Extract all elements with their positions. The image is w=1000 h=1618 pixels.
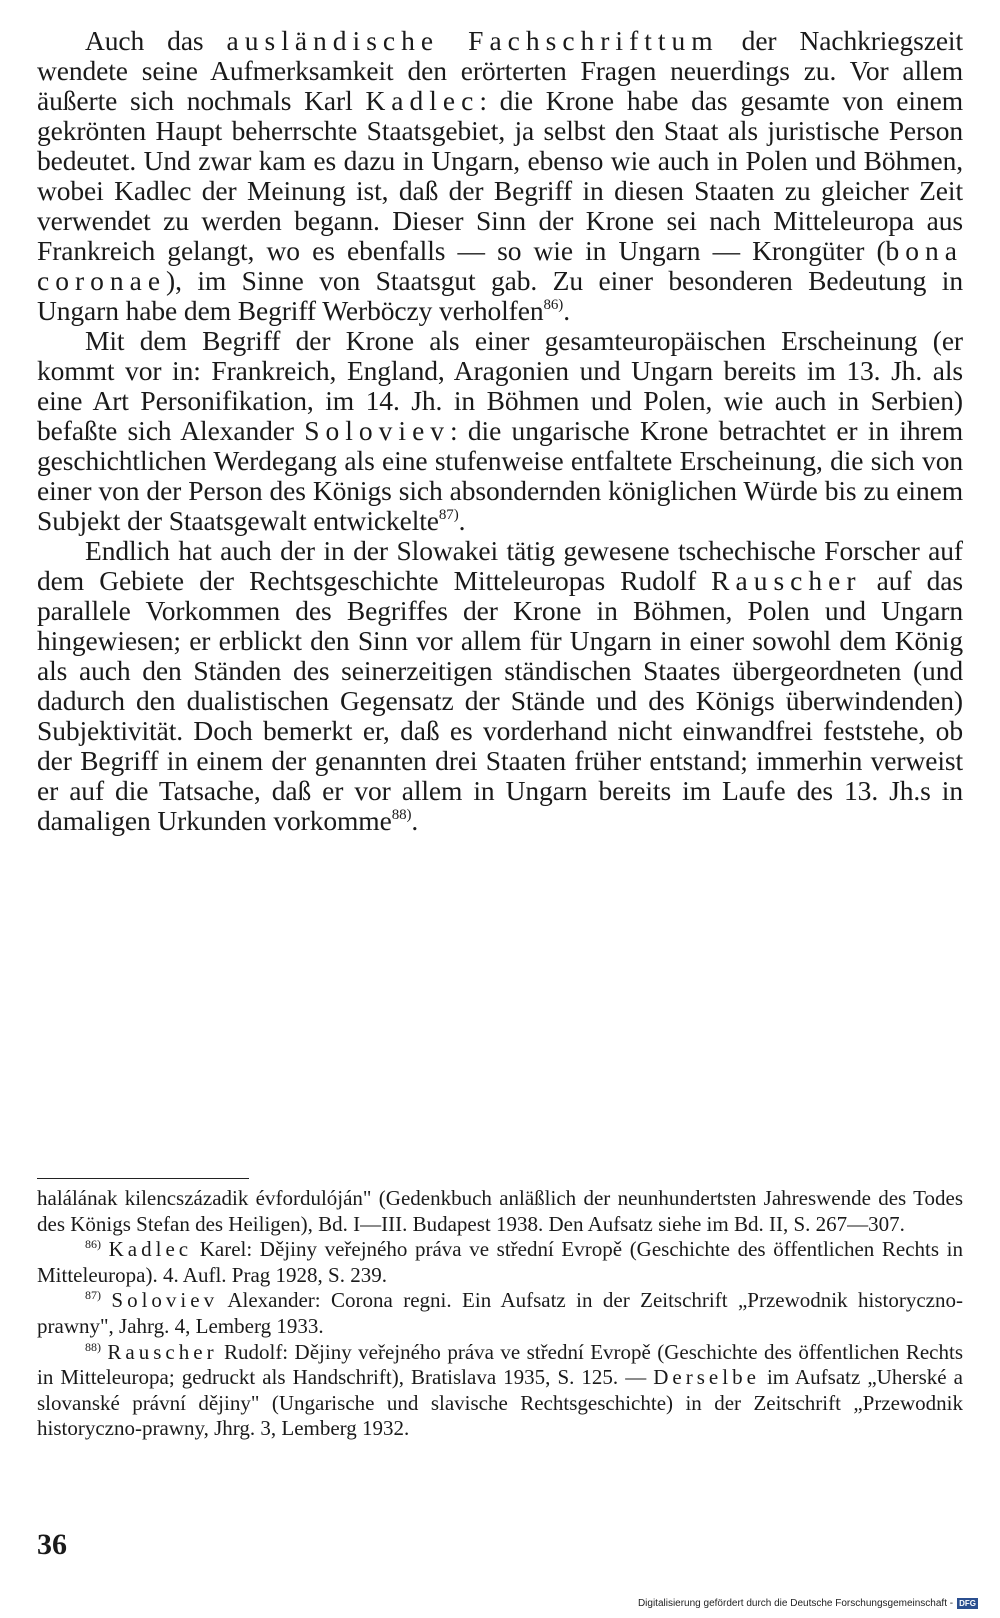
text-run: im Aufsatz „Uherské a slovanské právní dějiny" (Ungarische und slavische Rechtsgeschichte) in der Zeitschrift „Przewodnik historyczno-prawny, Jhrg. 3, Lemberg 1932. bbox=[37, 1365, 963, 1441]
footnote-88 bbox=[37, 1340, 963, 1442]
text-run: . bbox=[458, 505, 466, 536]
credit-text: Digitalisierung gefördert durch die Deutsche Forschungsgemeinschaft - bbox=[637, 1598, 954, 1609]
footnotes bbox=[37, 1186, 963, 1442]
footnote-ref-87[interactable]: 87) bbox=[438, 507, 459, 523]
footnote-number: 86) bbox=[85, 1237, 101, 1252]
main-text bbox=[37, 26, 963, 836]
footnote-continuation: halálának kilencszázadik évfordulóján" (Gedenkbuch anläßlich der neunhundertsten Jahreswende des Todes des Königs Stefan des Heiligen), Bd. I—III. Budapest 1938. Den Aufsatz siehe im Bd. II, S. 267—307. bbox=[37, 1186, 963, 1236]
text-run: Alexander: Corona regni. Ein Aufsatz in der Zeitschrift „Przewodnik historyczno-prawny", Jahrg. 4, Lemberg 1933. bbox=[37, 1288, 963, 1338]
paragraph-3 bbox=[37, 536, 963, 836]
spaced-emphasis: bona coronae bbox=[37, 235, 963, 296]
text-run: . bbox=[563, 295, 570, 326]
dfg-logo: DFG bbox=[959, 1599, 976, 1608]
paragraph-2 bbox=[37, 326, 963, 536]
text-run: : die Krone habe das gesamte von einem gekrönten Haupt beherrschte Staatsgebiet, ja selbst den Staat als juristische Person bedeutet. Und zwar kam es dazu in Ungarn, ebenso wie auch in Polen und Böhmen, wobei Kadlec der Meinung ist, daß der Begriff in diesen Staaten zu gleicher Zeit verwendet zu werden begann. Dieser Sinn der Krone sei nach Mitteleuropa aus Frankreich gelangt, wo es ebenfalls — so wie in Ungarn — Krongüter ( bbox=[37, 85, 963, 266]
footnote-number: 87) bbox=[85, 1288, 101, 1303]
footnote-ref-86[interactable]: 86) bbox=[543, 297, 564, 313]
footnote-87 bbox=[37, 1288, 963, 1339]
text-run: Karel: Dějiny veřejného práva ve střední Evropě (Geschichte des öffentlichen Rechts in Mitteleuropa). 4. Aufl. Prag 1928, S. 239. bbox=[37, 1237, 963, 1287]
footnote-ref-88[interactable]: 88) bbox=[391, 807, 412, 823]
text-run: Rudolf: Dějiny veřejného práva ve střední Evropě (Geschichte des öffentlichen Rechts in Mitteleuropa; gedruckt als Handschrift), Bratislava 1935, S. 125. — bbox=[37, 1339, 964, 1390]
paragraph-1 bbox=[37, 26, 963, 326]
spaced-emphasis: Derselbe bbox=[653, 1365, 760, 1390]
spaced-emphasis: Soloviev bbox=[304, 415, 451, 446]
text-run: ), im Sinne von Staatsgut gab. Zu einer besonderen Bedeutung in Ungarn habe dem Begriff Werböczy verholfen bbox=[37, 265, 963, 326]
spaced-emphasis: Soloviev bbox=[111, 1288, 219, 1313]
text-run: Auch das bbox=[85, 25, 227, 56]
text-run: der Nachkriegszeit wendete seine Aufmerksamkeit den erörterten Fragen neuerdings zu. Vor allem äußerte sich nochmals Karl bbox=[37, 25, 964, 116]
text-run: : die ungarische Krone betrachtet er in ihrem geschichtlichen Werdegang als eine stufenweise entfaltete Erscheinung, die sich von einer von der Person des Königs sich absondernden königlichen Würde bis zu einem Subjekt der Staatsgewalt entwickelte bbox=[37, 415, 963, 536]
digitization-credit bbox=[638, 1598, 978, 1609]
spaced-emphasis: Rauscher bbox=[711, 565, 862, 596]
page-number: 36 bbox=[37, 1528, 67, 1561]
footnote-86 bbox=[37, 1237, 963, 1288]
spaced-emphasis: Rauscher bbox=[107, 1339, 218, 1364]
footnote-number: 88) bbox=[85, 1339, 101, 1354]
text-run: auf das parallele Vorkommen des Begriffes der Krone in Böhmen, Polen und Ungarn hingewiesen; er erblickt den Sinn vor allem für Ungarn in einer sowohl dem König als auch den Ständen des seinerzeitigen ständischen Staates übergeordneten (und dadurch den dualistischen Gegensatz der Stände und des Königs überwindenden) Subjektivität. Doch bemerkt er, daß es vorderhand nicht einwandfrei feststehe, ob der Begriff in einem der genannten drei Staaten früher entstand; immerhin verweist er auf die Tatsache, daß er vor allem in Ungarn bereits im Laufe des 13. Jh.s in damaligen Urkunden vorkomme bbox=[37, 565, 963, 836]
spaced-emphasis: ausländische Fachschrifttum bbox=[226, 25, 719, 56]
text-run: Endlich hat auch der in der Slowakei tätig gewesene tschechische Forscher auf dem Gebiete der Rechtsgeschichte Mitteleuropas Rudolf bbox=[37, 535, 963, 596]
text-run: Mit dem Begriff der Krone als einer gesamteuropäischen Erscheinung (er kommt vor in: Frankreich, England, Aragonien und Ungarn bereits im 13. Jh. als eine Art Personifikation, im 14. Jh. in Böhmen und Polen, wie auch in Serbien) befaßte sich Alexander bbox=[37, 325, 963, 446]
text-run: . bbox=[411, 805, 419, 836]
spaced-emphasis: Kadlec bbox=[108, 1237, 193, 1262]
footnote-divider bbox=[37, 1178, 249, 1179]
spaced-emphasis: Kadlec bbox=[365, 85, 480, 116]
